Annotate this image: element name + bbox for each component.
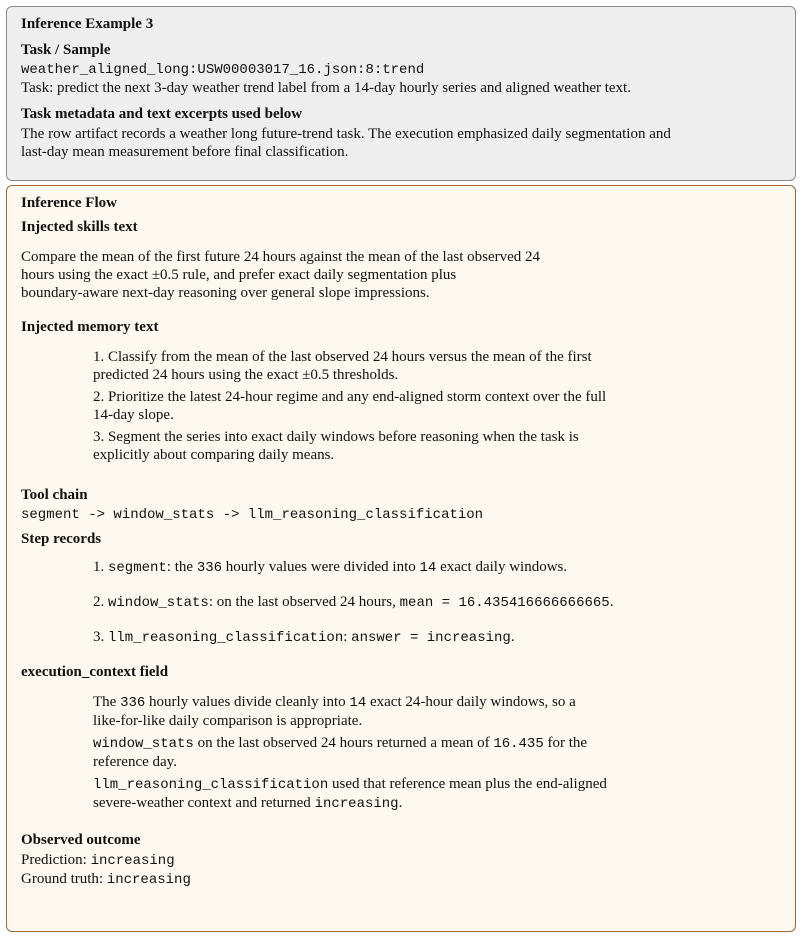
step-record-2 bbox=[93, 593, 753, 612]
ctx-3-tool: llm_reasoning_classification bbox=[93, 777, 329, 793]
ctx-1-text-a: The bbox=[93, 694, 121, 710]
ground-truth-line bbox=[21, 870, 781, 889]
toolchain-text: segment -> window_stats -> llm_reasoning_classification bbox=[21, 507, 484, 523]
steps-heading: Step records bbox=[21, 531, 102, 547]
context-heading: execution_context field bbox=[21, 664, 169, 680]
metadata-heading: Task metadata and text excerpts used below bbox=[21, 106, 303, 122]
ctx-1-text-c: exact 24-hour daily windows, so a bbox=[366, 694, 576, 710]
ground-truth-label: Ground truth: bbox=[21, 871, 107, 887]
skills-line-2 bbox=[21, 266, 641, 284]
step-2-number: 2. bbox=[93, 594, 108, 610]
ctx-3-text-b: severe-weather context and returned bbox=[93, 795, 315, 811]
memory-item-1 bbox=[93, 348, 713, 384]
memory-item-3 bbox=[93, 428, 713, 464]
step-records bbox=[93, 558, 753, 647]
memory-heading: Injected memory text bbox=[21, 319, 159, 335]
context-para-3-line-1 bbox=[93, 775, 713, 794]
ctx-2-tool: window_stats bbox=[93, 736, 194, 752]
step-1-text-a: : the bbox=[166, 559, 197, 575]
step-3-text-a: : bbox=[343, 629, 352, 645]
context-para-2-line-1 bbox=[93, 734, 713, 753]
outcome-heading: Observed outcome bbox=[21, 832, 141, 848]
context-para-3 bbox=[93, 775, 713, 813]
context-para-2 bbox=[93, 734, 713, 771]
example-title: Inference Example 3 bbox=[21, 16, 154, 32]
memory-list bbox=[93, 348, 713, 464]
step-3-text-b: . bbox=[510, 629, 515, 645]
step-1-text-b: hourly values were divided into bbox=[222, 559, 420, 575]
inference-flow-box bbox=[6, 185, 796, 932]
step-2-text-b: . bbox=[609, 594, 614, 610]
step-3-tool: llm_reasoning_classification bbox=[108, 630, 344, 646]
memory-item-2-line-1: 2. Prioritize the latest 24-hour regime and any end-aligned storm context over the full bbox=[93, 389, 607, 405]
memory-item-3-line-1: 3. Segment the series into exact daily windows before reasoning when the task is bbox=[93, 429, 579, 445]
ctx-2-text-a: on the last observed 24 hours returned a mean of bbox=[193, 735, 494, 751]
context-para-3-line-2 bbox=[93, 794, 713, 813]
ctx-1-text-b: hourly values divide cleanly into bbox=[145, 694, 350, 710]
step-3-number: 3. bbox=[93, 629, 108, 645]
task-sample-heading: Task / Sample bbox=[21, 42, 111, 58]
step-1-text-c: exact daily windows. bbox=[436, 559, 568, 575]
skills-threshold: ±0.5 bbox=[151, 267, 179, 283]
skills-line-3: boundary-aware next-day reasoning over general slope impressions. bbox=[21, 285, 430, 301]
step-record-3 bbox=[93, 628, 753, 647]
ctx-1-count-windows: 14 bbox=[349, 695, 367, 711]
context-para-2-line-2: reference day. bbox=[93, 754, 177, 770]
step-1-tool: segment bbox=[108, 560, 167, 576]
step-3-answer: answer = increasing bbox=[351, 630, 511, 646]
step-2-tool: window_stats bbox=[108, 595, 209, 611]
skills-heading: Injected skills text bbox=[21, 219, 138, 235]
ctx-2-mean-value: 16.435 bbox=[493, 736, 544, 752]
skills-text bbox=[21, 248, 641, 302]
example-header-box bbox=[6, 6, 796, 181]
memory-item-1-threshold: ±0.5 bbox=[302, 367, 330, 383]
skills-line-2-end: rule, and prefer exact daily segmentation plus bbox=[178, 267, 457, 283]
memory-item-1-line-1: 1. Classify from the mean of the last observed 24 hours versus the mean of the first bbox=[93, 349, 592, 365]
prediction-label: Prediction: bbox=[21, 852, 91, 868]
metadata-text-line-1: The row artifact records a weather long future-trend task. The execution emphasized daily segmentation and bbox=[21, 126, 671, 142]
step-1-number: 1. bbox=[93, 559, 108, 575]
execution-context bbox=[93, 693, 713, 813]
step-record-1 bbox=[93, 558, 753, 577]
metadata-text-line-2: last-day mean measurement before final classification. bbox=[21, 144, 349, 160]
context-para-1-line-2: like-for-like daily comparison is appropriate. bbox=[93, 713, 363, 729]
step-1-count-windows: 14 bbox=[419, 560, 437, 576]
sample-id: weather_aligned_long:USW00003017_16.json:8:trend bbox=[21, 62, 425, 78]
memory-item-2 bbox=[93, 388, 713, 424]
memory-item-1-line-2 bbox=[93, 366, 713, 384]
ctx-3-text-a: used that reference mean plus the end-aligned bbox=[328, 776, 607, 792]
ctx-2-text-b: for the bbox=[543, 735, 588, 751]
memory-item-3-line-2: explicitly about comparing daily means. bbox=[93, 447, 335, 463]
context-para-1 bbox=[93, 693, 713, 730]
skills-line-2-start: hours using the exact bbox=[21, 267, 152, 283]
inference-flow-title: Inference Flow bbox=[21, 195, 117, 211]
task-description: Task: predict the next 3-day weather trend label from a 14-day hourly series and aligned weather text. bbox=[21, 80, 631, 96]
context-para-1-line-1 bbox=[93, 693, 713, 712]
memory-item-1-end: thresholds. bbox=[329, 367, 399, 383]
ctx-1-count-hours: 336 bbox=[120, 695, 146, 711]
prediction-value: increasing bbox=[90, 853, 175, 869]
ground-truth-value: increasing bbox=[106, 872, 191, 888]
memory-item-1-start: predicted 24 hours using the exact bbox=[93, 367, 303, 383]
ctx-3-result: increasing bbox=[314, 796, 399, 812]
step-2-text-a: : on the last observed 24 hours, bbox=[208, 594, 400, 610]
step-2-mean-value: mean = 16.435416666666665 bbox=[399, 595, 610, 611]
toolchain-heading: Tool chain bbox=[21, 487, 88, 503]
step-1-count-hours: 336 bbox=[196, 560, 223, 576]
memory-item-2-line-2: 14-day slope. bbox=[93, 407, 174, 423]
prediction-line bbox=[21, 851, 781, 870]
ctx-3-text-c: . bbox=[398, 795, 403, 811]
skills-line-1: Compare the mean of the first future 24 hours against the mean of the last observed 24 bbox=[21, 249, 541, 265]
